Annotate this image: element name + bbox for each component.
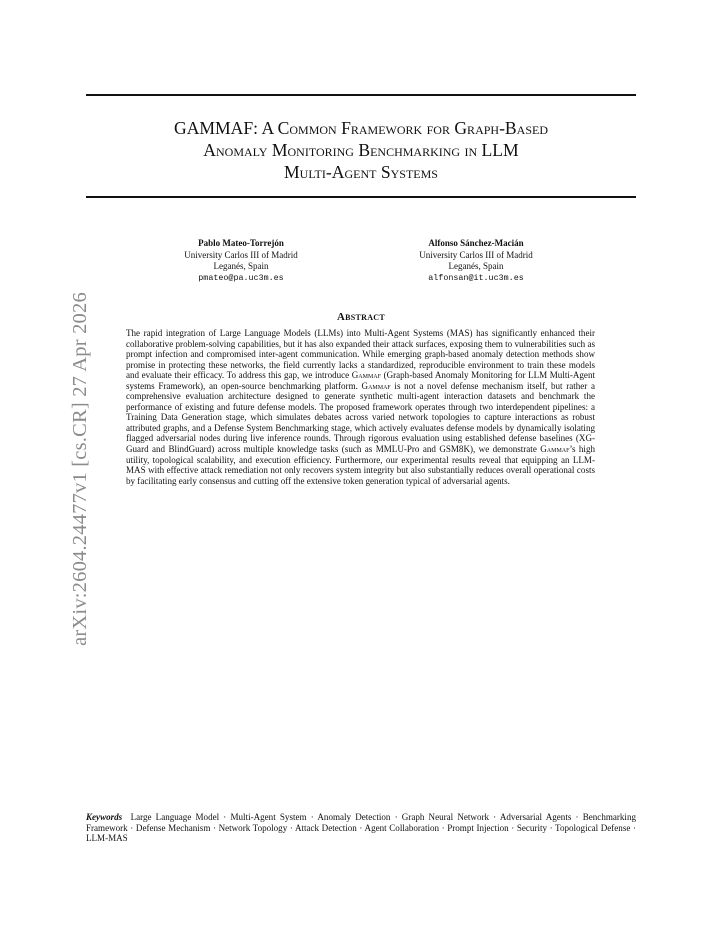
author-2 bbox=[376, 238, 576, 284]
keywords-section bbox=[86, 812, 636, 844]
abstract-text-4: ’s high utility, topological scalability, and execution efficiency. Furthermore, our experimental results reveal that equipping an LLM-MAS with effective attack remediation not only recovers system integrity but also substantially reduces overall operational costs by facilitating early consensus and cutting off the extensive token generation typical of adversarial agents. bbox=[126, 444, 595, 486]
abstract-text-2: (Graph-based Anomaly Monitoring for LLM Multi-Agent systems Framework), an open-source benchmarking platform. bbox=[126, 370, 595, 391]
author-affiliation: University Carlos III of Madrid bbox=[419, 249, 533, 260]
framework-name: Gammaf bbox=[361, 380, 391, 391]
framework-name: Gammaf bbox=[540, 444, 570, 455]
framework-name: Gammaf bbox=[351, 370, 381, 381]
author-affiliation: University Carlos III of Madrid bbox=[184, 249, 298, 260]
title-line-1 bbox=[86, 117, 636, 139]
keywords-label: Keywords bbox=[86, 812, 123, 822]
author-name: Alfonso Sánchez-Macián bbox=[428, 238, 524, 248]
paper-title bbox=[86, 117, 636, 183]
author-name: Pablo Mateo-Torrejón bbox=[198, 238, 284, 248]
abstract-heading: Abstract bbox=[337, 311, 385, 323]
author-1 bbox=[141, 238, 341, 284]
arxiv-stamp: arXiv:2604.24477v1 [cs.CR] 27 Apr 2026 bbox=[69, 292, 91, 646]
author-location: Leganés, Spain bbox=[213, 261, 269, 271]
abstract-body bbox=[126, 328, 595, 486]
title-line-3: Multi-Agent Systems bbox=[284, 162, 438, 182]
abstract-text-3: is not a novel defense mechanism itself, but rather a comprehensive evaluation architecture designed to generate synthetic multi-agent interaction datasets and benchmark the performance of existing and future defense models. The proposed framework operates through two interdependent pipelines: a Training Data Generation stage, which simulates debates across varied network topologies to capture interactions as robust attributed graphs, and a Defense System Benchmarking stage, which actively evaluates defense models by dynamically isolating flagged adversarial nodes during live inference rounds. Through rigorous evaluation using established defense baselines (XG-Guard and BlindGuard) across multiple knowledge tasks (such as MMLU-Pro and GSM8K), we demonstrate bbox=[126, 380, 595, 455]
title-bottom-rule bbox=[86, 196, 636, 198]
title-line-2: Anomaly Monitoring Benchmarking in LLM bbox=[203, 140, 519, 160]
title-line-1-end: Common Framework for Graph-Based bbox=[277, 118, 548, 138]
title-top-rule bbox=[86, 94, 636, 96]
title-line-1-start: GAMMAF: A bbox=[173, 118, 278, 138]
author-email: pmateo@pa.uc3m.es bbox=[198, 272, 284, 283]
author-email: alfonsan@it.uc3m.es bbox=[428, 272, 524, 283]
author-location: Leganés, Spain bbox=[448, 261, 504, 271]
abstract-text-1: The rapid integration of Large Language Models (LLMs) into Multi-Agent Systems (MAS) has significantly enhanced their collaborative problem-solving capabilities, but it has also expanded their attack surfaces, exposing them to vulnerabilities such as prompt infection and compromised inter-agent communication. While emerging graph-based anomaly detection methods show promise in protecting these networks, the field currently lacks a standardized, reproducible environment to train these models and evaluate their efficacy. To address this gap, we introduce bbox=[126, 328, 595, 381]
keywords-text: Large Language Model · Multi-Agent System · Anomaly Detection · Graph Neural Network · Adversarial Agents · Benchmarking Framework · Defense Mechanism · Network Topology · Attack Detection · Agent Collaboration · Prompt Injection · Security · Topological Defense · LLM-MAS bbox=[86, 812, 636, 844]
